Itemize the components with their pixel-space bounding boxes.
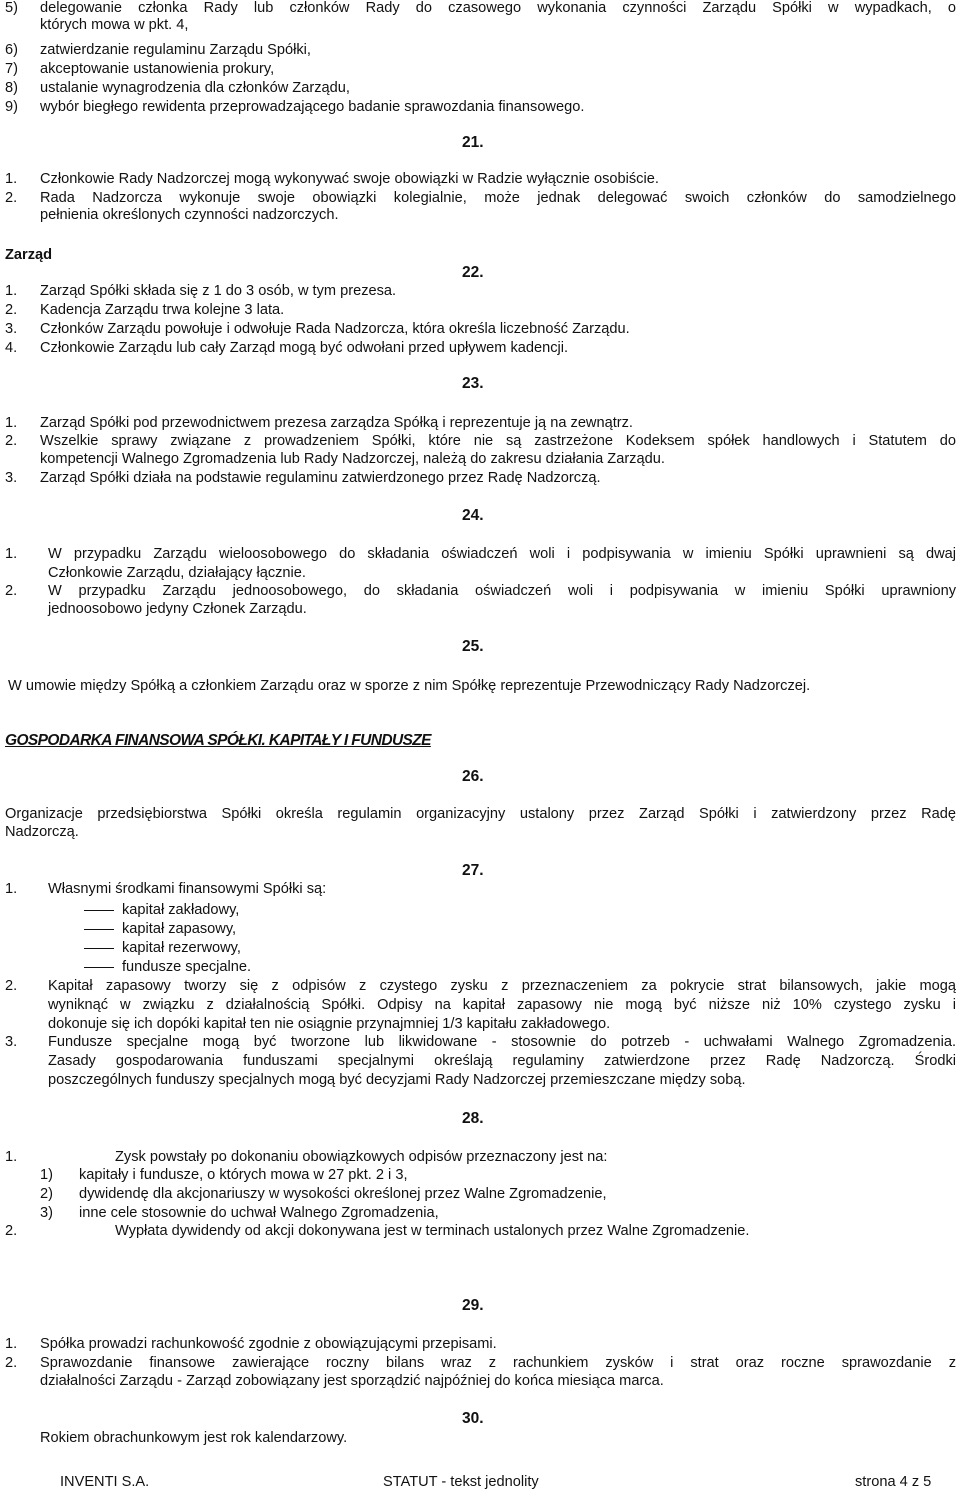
footer-page-label: strona [855,1474,896,1490]
section-number: 27. [462,862,484,879]
paragraph-text: Zasady gospodarowania funduszami specjalnymi określają regulaminy zatwierdzone przez Radę Nadzorczą. Środki [48,1053,956,1069]
paragraph-text: Zarząd Spółki pod przewodnictwem prezesa zarządza Spółką i reprezentuje ją na zewnątrz. [40,415,633,431]
paragraph-text: Zarząd Spółki działa na podstawie regulaminu zatwierdzonego przez Radę Nadzorczą. [40,470,601,486]
paragraph-text: jednoosobowo jedyny Członek Zarządu. [48,601,307,617]
paragraph-text: Członkowie Zarządu lub cały Zarząd mogą być odwołani przed upływem kadencji. [40,340,569,356]
paragraph-number: 1. [5,546,18,562]
paragraph-text: Wypłata dywidendy od akcji dokonywana jest w terminach ustalonych przez Walne Zgromadzenie. [115,1223,750,1239]
paragraph-text: Własnymi środkami finansowymi Spółki są: [48,881,327,897]
paragraph-text: Rokiem obrachunkowym jest rok kalendarzowy. [40,1430,348,1446]
list-item-text: inne cele stosownie do uchwał Walnego Zgromadzenia, [79,1205,439,1221]
footer-company: INVENTI S.A. [60,1474,150,1490]
paragraph-number: 2. [5,302,18,318]
list-number: 3) [40,1205,53,1221]
paragraph-text: Zarząd Spółki składa się z 1 do 3 osób, w tym prezesa. [40,283,397,299]
paragraph-number: 2. [5,1223,18,1239]
paragraph-text: Kapitał zapasowy tworzy się z odpisów z czystego zysku z przeznaczeniem za pokrycie strat bilansowych, jakie mogą [48,978,956,994]
list-item-text: wybór biegłego rewidenta przeprowadzającego badanie sprawozdania finansowego. [40,99,585,115]
paragraph-text: kompetencji Walnego Zgromadzenia lub Rady Nadzorczej, należą do zakresu działania Zarządu. [40,451,665,467]
paragraph-text: poszczególnych funduszy specjalnych mogą być decyzjami Rady Nadzorczej przemieszczane między sobą. [48,1072,746,1088]
footer-page-indicator [855,1473,931,1491]
list-item-text: dywidendę dla akcjonariuszy w wysokości określonej przez Walne Zgromadzenie, [79,1186,607,1202]
dash-bullet [84,948,114,949]
paragraph-text: dokonuje się ich dopóki kapitał ten nie osiągnie przynajmniej 1/3 kapitału zakładowego. [48,1016,611,1032]
paragraph-text: W przypadku Zarządu wieloosobowego do składania oświadczeń woli i podpisywania w imieniu Spółki uprawnieni są dwaj [48,546,956,562]
list-item-text: kapitały i fundusze, o których mowa w 27 pkt. 2 i 3, [79,1167,408,1183]
section-number: 21. [462,134,484,151]
paragraph-number: 2. [5,583,18,599]
paragraph-text: W umowie między Spółką a członkiem Zarządu oraz w sporze z nim Spółkę reprezentuje Przewodniczący Rady Nadzorczej. [8,678,811,694]
paragraph-text: Nadzorczą. [5,824,79,840]
paragraph-text: Rada Nadzorcza wykonuje swoje obowiązki kolegialnie, może jednak delegować swoich członków do samodzielnego [40,190,956,206]
paragraph-number: 1. [5,283,18,299]
paragraph-number: 3. [5,1034,18,1050]
paragraph-number: 2. [5,978,18,994]
section-heading: GOSPODARKA FINANSOWA SPÓŁKI. KAPITAŁY I FUNDUSZE [5,732,431,749]
section-number: 25. [462,638,484,655]
paragraph-text: Spółka prowadzi rachunkowość zgodnie z obowiązującymi przepisami. [40,1336,497,1352]
paragraph-text: Członkowie Rady Nadzorczej mogą wykonywać swoje obowiązki w Radzie wyłącznie osobiście. [40,171,659,187]
footer-page-number: 4 [899,1474,908,1490]
section-heading: Zarząd [5,247,53,263]
section-number: 29. [462,1297,484,1314]
list-item-text: akceptowanie ustanowienia prokury, [40,61,275,77]
paragraph-number: 2. [5,190,18,206]
paragraph-number: 1. [5,1336,18,1352]
section-number: 26. [462,768,484,785]
list-number: 2) [40,1186,53,1202]
list-item-text: delegowanie członka Rady lub członków Rady do czasowego wykonania czynności Zarządu Spółki w wypadkach, o [40,0,956,16]
list-item: kapitał zapasowy, [122,921,237,937]
paragraph-text: Wszelkie sprawy związane z prowadzeniem Spółki, które nie są zastrzeżone Kodeksem spółek handlowych i Statutem do [40,433,956,449]
list-item: kapitał rezerwowy, [122,940,241,956]
paragraph-number: 3. [5,470,18,486]
paragraph-text: Sprawozdanie finansowe zawierające roczny bilans wraz z rachunkiem zysków i strat oraz roczne sprawozdanie z [40,1355,956,1371]
paragraph-text: Fundusze specjalne mogą być tworzone lub likwidowane - stosownie do potrzeb - uchwałami Walnego Zgromadzenia. [48,1034,956,1050]
paragraph-number: 1. [5,415,18,431]
list-number: 7) [5,61,18,77]
paragraph-text: Członkowie Zarządu, działający łącznie. [48,565,306,581]
section-number: 24. [462,507,484,524]
paragraph-text: Członków Zarządu powołuje i odwołuje Rada Nadzorcza, która określa liczebność Zarządu. [40,321,630,337]
paragraph-text: działalności Zarządu - Zarząd zobowiązany jest sporządzić najpóźniej do końca miesiąca marca. [40,1373,664,1389]
dash-bullet [84,910,114,911]
dash-bullet [84,929,114,930]
list-item: kapitał zakładowy, [122,902,240,918]
paragraph-text: Organizacje przedsiębiorstwa Spółki określa regulamin organizacyjny ustalony przez Zarząd Spółki i zatwierdzony przez Radę [5,806,956,822]
footer-page-of: z [911,1474,920,1490]
paragraph-text: Zysk powstały po dokonaniu obowiązkowych odpisów przeznaczony jest na: [115,1149,608,1165]
paragraph-number: 1. [5,171,18,187]
paragraph-number: 1. [5,1149,18,1165]
section-number: 30. [462,1410,484,1427]
paragraph-number: 2. [5,1355,18,1371]
list-item-text: ustalanie wynagrodzenia dla członków Zarządu, [40,80,350,96]
paragraph-text: pełnienia określonych czynności nadzorczych. [40,207,339,223]
paragraph-number: 4. [5,340,18,356]
list-number: 1) [40,1167,53,1183]
section-number: 28. [462,1110,484,1127]
list-item-text: zatwierdzanie regulaminu Zarządu Spółki, [40,42,311,58]
list-item: fundusze specjalne. [122,959,251,975]
paragraph-number: 3. [5,321,18,337]
footer-document-title: STATUT - tekst jednolity [383,1474,539,1490]
section-number: 22. [462,264,484,281]
list-item-text: których mowa w pkt. 4, [40,17,189,33]
paragraph-number: 2. [5,433,18,449]
paragraph-text: wyniknąć w związku z działalnością Spółki. Odpisy na kapitał zapasowy nie mogą być niższe niż 10% czystego zysku i [48,997,956,1013]
list-number: 8) [5,80,18,96]
footer-page-total: 5 [923,1474,932,1490]
paragraph-text: Kadencja Zarządu trwa kolejne 3 lata. [40,302,285,318]
dash-bullet [84,967,114,968]
paragraph-text: W przypadku Zarządu jednoosobowego, do składania oświadczeń woli i podpisywania w imieniu Spółki uprawniony [48,583,956,599]
section-number: 23. [462,375,484,392]
list-number: 6) [5,42,18,58]
list-number: 9) [5,99,18,115]
paragraph-number: 1. [5,881,18,897]
list-number: 5) [5,0,18,16]
